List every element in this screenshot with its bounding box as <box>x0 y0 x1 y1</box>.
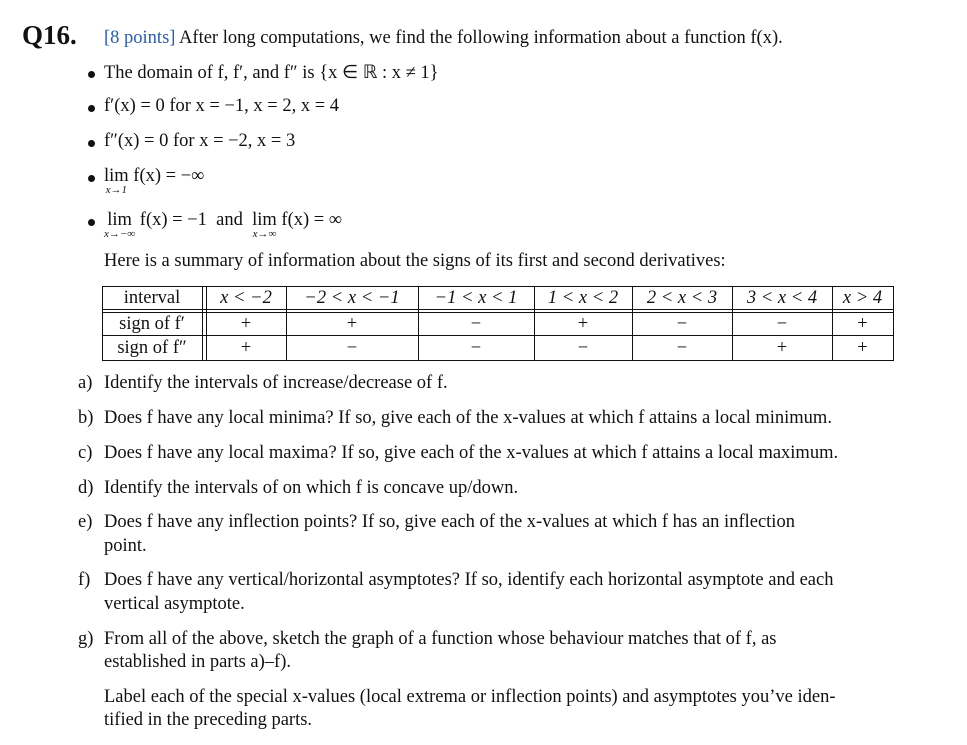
row-label: sign of f′ <box>119 314 185 334</box>
sign-cell: − <box>577 338 589 358</box>
points-badge: [8 points] <box>104 28 176 48</box>
question-header <box>104 28 783 49</box>
lim-subscript: x→−∞ <box>104 228 136 240</box>
lim-subscript: x→1 <box>105 184 128 196</box>
sign-cell: + <box>346 314 358 334</box>
bullet-dot <box>88 71 95 78</box>
question-number: Q16. <box>22 20 77 50</box>
sign-cell: + <box>240 314 252 334</box>
lim-subscript: x→∞ <box>252 228 277 240</box>
part-f-label: f) <box>78 570 91 590</box>
bullet-domain: The domain of f, f′, and f″ is {x ∈ ℝ : x ≠ 1} <box>104 63 439 83</box>
part-f-text-line1: Does f have any vertical/horizontal asymptotes? If so, identify each horizontal asymptote and each <box>104 570 834 590</box>
limit-operator <box>104 210 135 240</box>
header-cell: x > 4 <box>842 288 883 308</box>
row-label: sign of f″ <box>117 338 187 358</box>
sign-cell: − <box>470 338 482 358</box>
part-b-text: Does f have any local minima? If so, give each of the x-values at which f attains a local minimum. <box>104 408 832 428</box>
summary-text: Here is a summary of information about the signs of its first and second derivatives: <box>104 251 726 271</box>
lim-text: lim <box>252 210 277 230</box>
sign-cell: − <box>346 338 358 358</box>
table-row-first-derivative <box>102 312 894 336</box>
sign-cell: + <box>776 338 788 358</box>
bullet-dot <box>88 219 95 226</box>
and-text: and <box>216 210 243 230</box>
part-a-text: Identify the intervals of increase/decrease of f. <box>104 373 448 393</box>
lim-text: lim <box>104 166 129 186</box>
sign-cell: + <box>857 338 868 358</box>
sign-cell: − <box>470 314 482 334</box>
sign-cell: − <box>676 314 688 334</box>
header-cell: 1 < x < 2 <box>547 288 619 308</box>
part-a-label: a) <box>78 373 93 393</box>
part-g-label: g) <box>78 629 94 649</box>
sign-cell: + <box>857 314 868 334</box>
bullet-dot <box>88 175 95 182</box>
part-c-text: Does f have any local maxima? If so, give each of the x-values at which f attains a local maximum. <box>104 443 839 463</box>
part-e-text-line1: Does f have any inflection points? If so, give each of the x-values at which f has an inflection <box>104 512 795 532</box>
table-row-second-derivative <box>102 336 894 360</box>
header-cell: −2 < x < −1 <box>304 288 400 308</box>
sign-cell: − <box>776 314 788 334</box>
question-intro: After long computations, we find the following information about a function f(x). <box>179 28 783 48</box>
part-e-label: e) <box>78 512 93 532</box>
limit-operator <box>104 166 129 196</box>
header-cell: −1 < x < 1 <box>434 288 518 308</box>
limit-operator <box>252 210 277 240</box>
sign-cell: + <box>577 314 589 334</box>
limit-expression: f(x) = ∞ <box>281 210 343 230</box>
part-d-label: d) <box>78 478 94 498</box>
note-text-line2: tified in the preceding parts. <box>104 710 313 730</box>
part-g-text-line1: From all of the above, sketch the graph of a function whose behaviour matches that of f, as <box>104 629 777 649</box>
part-f-text-line2: vertical asymptote. <box>104 594 245 614</box>
header-cell: x < −2 <box>220 288 272 308</box>
header-cell: 2 < x < 3 <box>646 288 718 308</box>
header-cell: 3 < x < 4 <box>746 288 818 308</box>
note-text-line1: Label each of the special x-values (local extrema or inflection points) and asymptotes you’ve iden- <box>104 687 836 707</box>
limit-expression: f(x) = −∞ <box>133 166 205 186</box>
part-e-text-line2: point. <box>104 536 147 556</box>
limit-expression: f(x) = −1 <box>139 210 207 230</box>
part-d-text: Identify the intervals of on which f is concave up/down. <box>104 478 519 498</box>
sign-table <box>102 286 894 361</box>
lim-text: lim <box>107 210 132 230</box>
sign-cell: + <box>240 338 252 358</box>
bullet-first-derivative-zeros: f′(x) = 0 for x = −1, x = 2, x = 4 <box>104 96 340 116</box>
bullet-dot <box>88 140 95 147</box>
bullet-limit-at-one <box>104 166 204 196</box>
bullet-limits-infinity <box>104 210 342 240</box>
bullet-dot <box>88 105 95 112</box>
part-g-text-line2: established in parts a)–f). <box>104 652 291 672</box>
bullet-second-derivative-zeros: f″(x) = 0 for x = −2, x = 3 <box>104 131 296 151</box>
part-c-label: c) <box>78 443 93 463</box>
header-cell: interval <box>123 288 181 308</box>
sign-cell: − <box>676 338 688 358</box>
part-b-label: b) <box>78 408 94 428</box>
table-header-row <box>102 286 894 310</box>
